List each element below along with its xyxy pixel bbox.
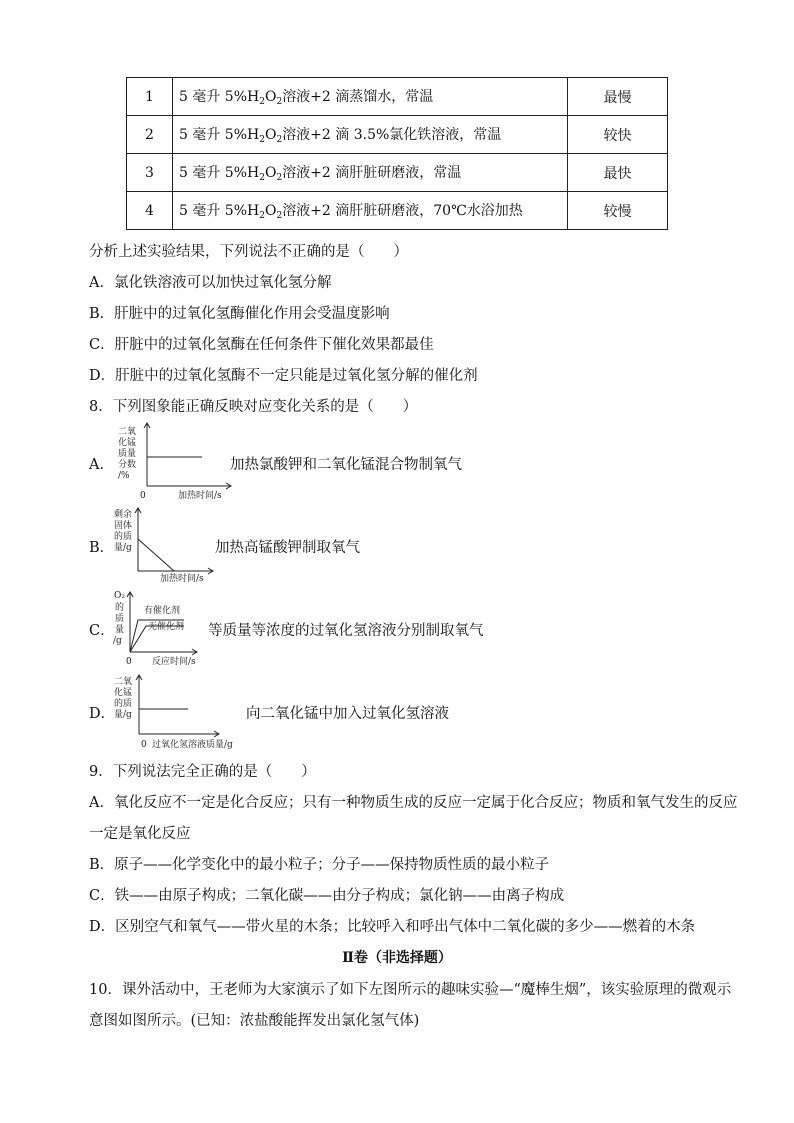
y-label-line: 固体: [114, 521, 133, 531]
q8-option-a-label: A．: [89, 457, 114, 473]
y-label-line: 二氧: [118, 427, 137, 437]
y-label-line: 剩余: [114, 510, 133, 520]
y-label-line: 二氧: [114, 677, 133, 687]
q7-option-c: C．肝脏中的过氧化氢酶在任何条件下催化效果都最佳: [89, 337, 434, 353]
y-label-line: 的质: [114, 532, 133, 542]
table-row: [127, 154, 668, 192]
table-cell-result: 较慢: [568, 192, 668, 230]
experiment-table: [126, 77, 668, 230]
q10-line1: 10．课外活动中，王老师为大家演示了如下左图所示的趣味实验—“魔棒生烟”，该实验原理的微观示: [89, 982, 732, 998]
q7-option-d: D．肝脏中的过氧化氢酶不一定只能是过氧化氢分解的催化剂: [89, 368, 478, 384]
table-cell-result: 最快: [568, 154, 668, 192]
q10-line2: 意图如图所示。(已知：浓盐酸能挥发出氯化氢气体): [89, 1013, 420, 1029]
table-row: [127, 78, 668, 116]
table-cell-desc: 5 毫升 $5\%H_2O_2$溶液+2 滴肝脏研磨液，常温: [173, 154, 568, 192]
y-label-line: 量/g: [114, 710, 132, 720]
y-label-line: O₂: [114, 591, 125, 601]
q9-option-d: D．区别空气和氧气——带火星的木条；比较呼入和呼出气体中二氧化碳的多少——燃着的木条: [89, 919, 696, 935]
table-cell-desc: 5 毫升 $5\%H_2O_2$溶液+2 滴蒸馏水，常温: [173, 78, 568, 116]
q7-option-b: B．肝脏中的过氧化氢酶催化作用会受温度影响: [89, 306, 390, 322]
q9-option-c: C．铁——由原子构成；二氧化碳——由分子构成；氯化钠——由离子构成: [89, 888, 565, 904]
table-cell-num: 1: [127, 78, 173, 116]
table-row: [127, 116, 668, 154]
q8-option-a-text: 加热氯酸钾和二氧化锰混合物制氧气: [230, 457, 462, 473]
table-cell-result: 最慢: [568, 78, 668, 116]
q8-graph-b: [108, 505, 218, 585]
y-label-line: 质量: [118, 449, 137, 459]
table-cell-num: 4: [127, 192, 173, 230]
table-cell-result: 较快: [568, 116, 668, 154]
y-label-line: /g: [113, 636, 122, 646]
q9-stem: 9．下列说法完全正确的是（ ）: [89, 764, 316, 780]
x-label: 反应时间/s: [152, 657, 196, 667]
q8-stem: 8．下列图象能正确反映对应变化关系的是（ ）: [89, 399, 418, 415]
origin-label: 0: [140, 491, 146, 501]
y-label-line: 的质: [114, 699, 133, 709]
y-label-line: 量/g: [114, 543, 132, 553]
origin-label: 0: [126, 657, 132, 667]
x-label: 加热时间/s: [178, 491, 222, 501]
q8-option-c-text: 等质量等浓度的过氧化氢溶液分别制取氧气: [208, 623, 484, 639]
y-label-line: 化锰: [118, 438, 137, 448]
q7-stem: 分析上述实验结果，下列说法不正确的是（ ）: [89, 244, 408, 260]
q8-graph-d: [108, 672, 258, 752]
table-row: [127, 192, 668, 230]
table-cell-num: 2: [127, 116, 173, 154]
origin-label: 0: [141, 740, 147, 750]
q8-option-c-label: C．: [89, 623, 115, 639]
q9-option-b: B．原子——化学变化中的最小粒子；分子——保持物质性质的最小粒子: [89, 857, 550, 873]
table-cell-desc: 5 毫升 $5\%H_2O_2$溶液+2 滴肝脏研磨液，70℃水浴加热: [173, 192, 568, 230]
curve: [138, 539, 174, 571]
y-label-line: 质: [115, 614, 125, 624]
q9-option-a-cont: 一定是氧化反应: [89, 826, 191, 842]
q8-graph-a: [108, 420, 238, 502]
x-label: 加热时间/s: [160, 574, 204, 584]
q8-option-d-text: 向二氧化锰中加入过氧化氢溶液: [246, 706, 449, 722]
y-label-line: /%: [118, 471, 130, 481]
q7-option-a: A．氯化铁溶液可以加快过氧化氢分解: [89, 275, 332, 291]
q9-option-a: A．氧化反应不一定是化合反应；只有一种物质生成的反应一定属于化合反应；物质和氧气发生的反应: [89, 795, 738, 811]
q8-option-b-label: B．: [89, 540, 115, 556]
q8-option-d-label: D．: [89, 706, 116, 722]
curve-label-no-catalyst: 无催化剂: [148, 622, 185, 632]
curve-label-catalyst: 有催化剂: [144, 606, 181, 616]
table-cell-num: 3: [127, 154, 173, 192]
x-label: 过氧化氢溶液质量/g: [152, 740, 233, 750]
section-title: Ⅱ卷（非选择题）: [342, 950, 452, 966]
y-label-line: 的: [115, 603, 125, 613]
y-label-line: 分数: [118, 460, 137, 470]
q8-graph-c: [108, 588, 208, 670]
y-label-line: 化锰: [114, 688, 133, 698]
table-cell-desc: 5 毫升 $5\%H_2O_2$溶液+2 滴 3.5%氯化铁溶液，常温: [173, 116, 568, 154]
y-label-line: 量: [115, 625, 125, 635]
q8-option-b-text: 加热高锰酸钾制取氧气: [215, 540, 360, 556]
